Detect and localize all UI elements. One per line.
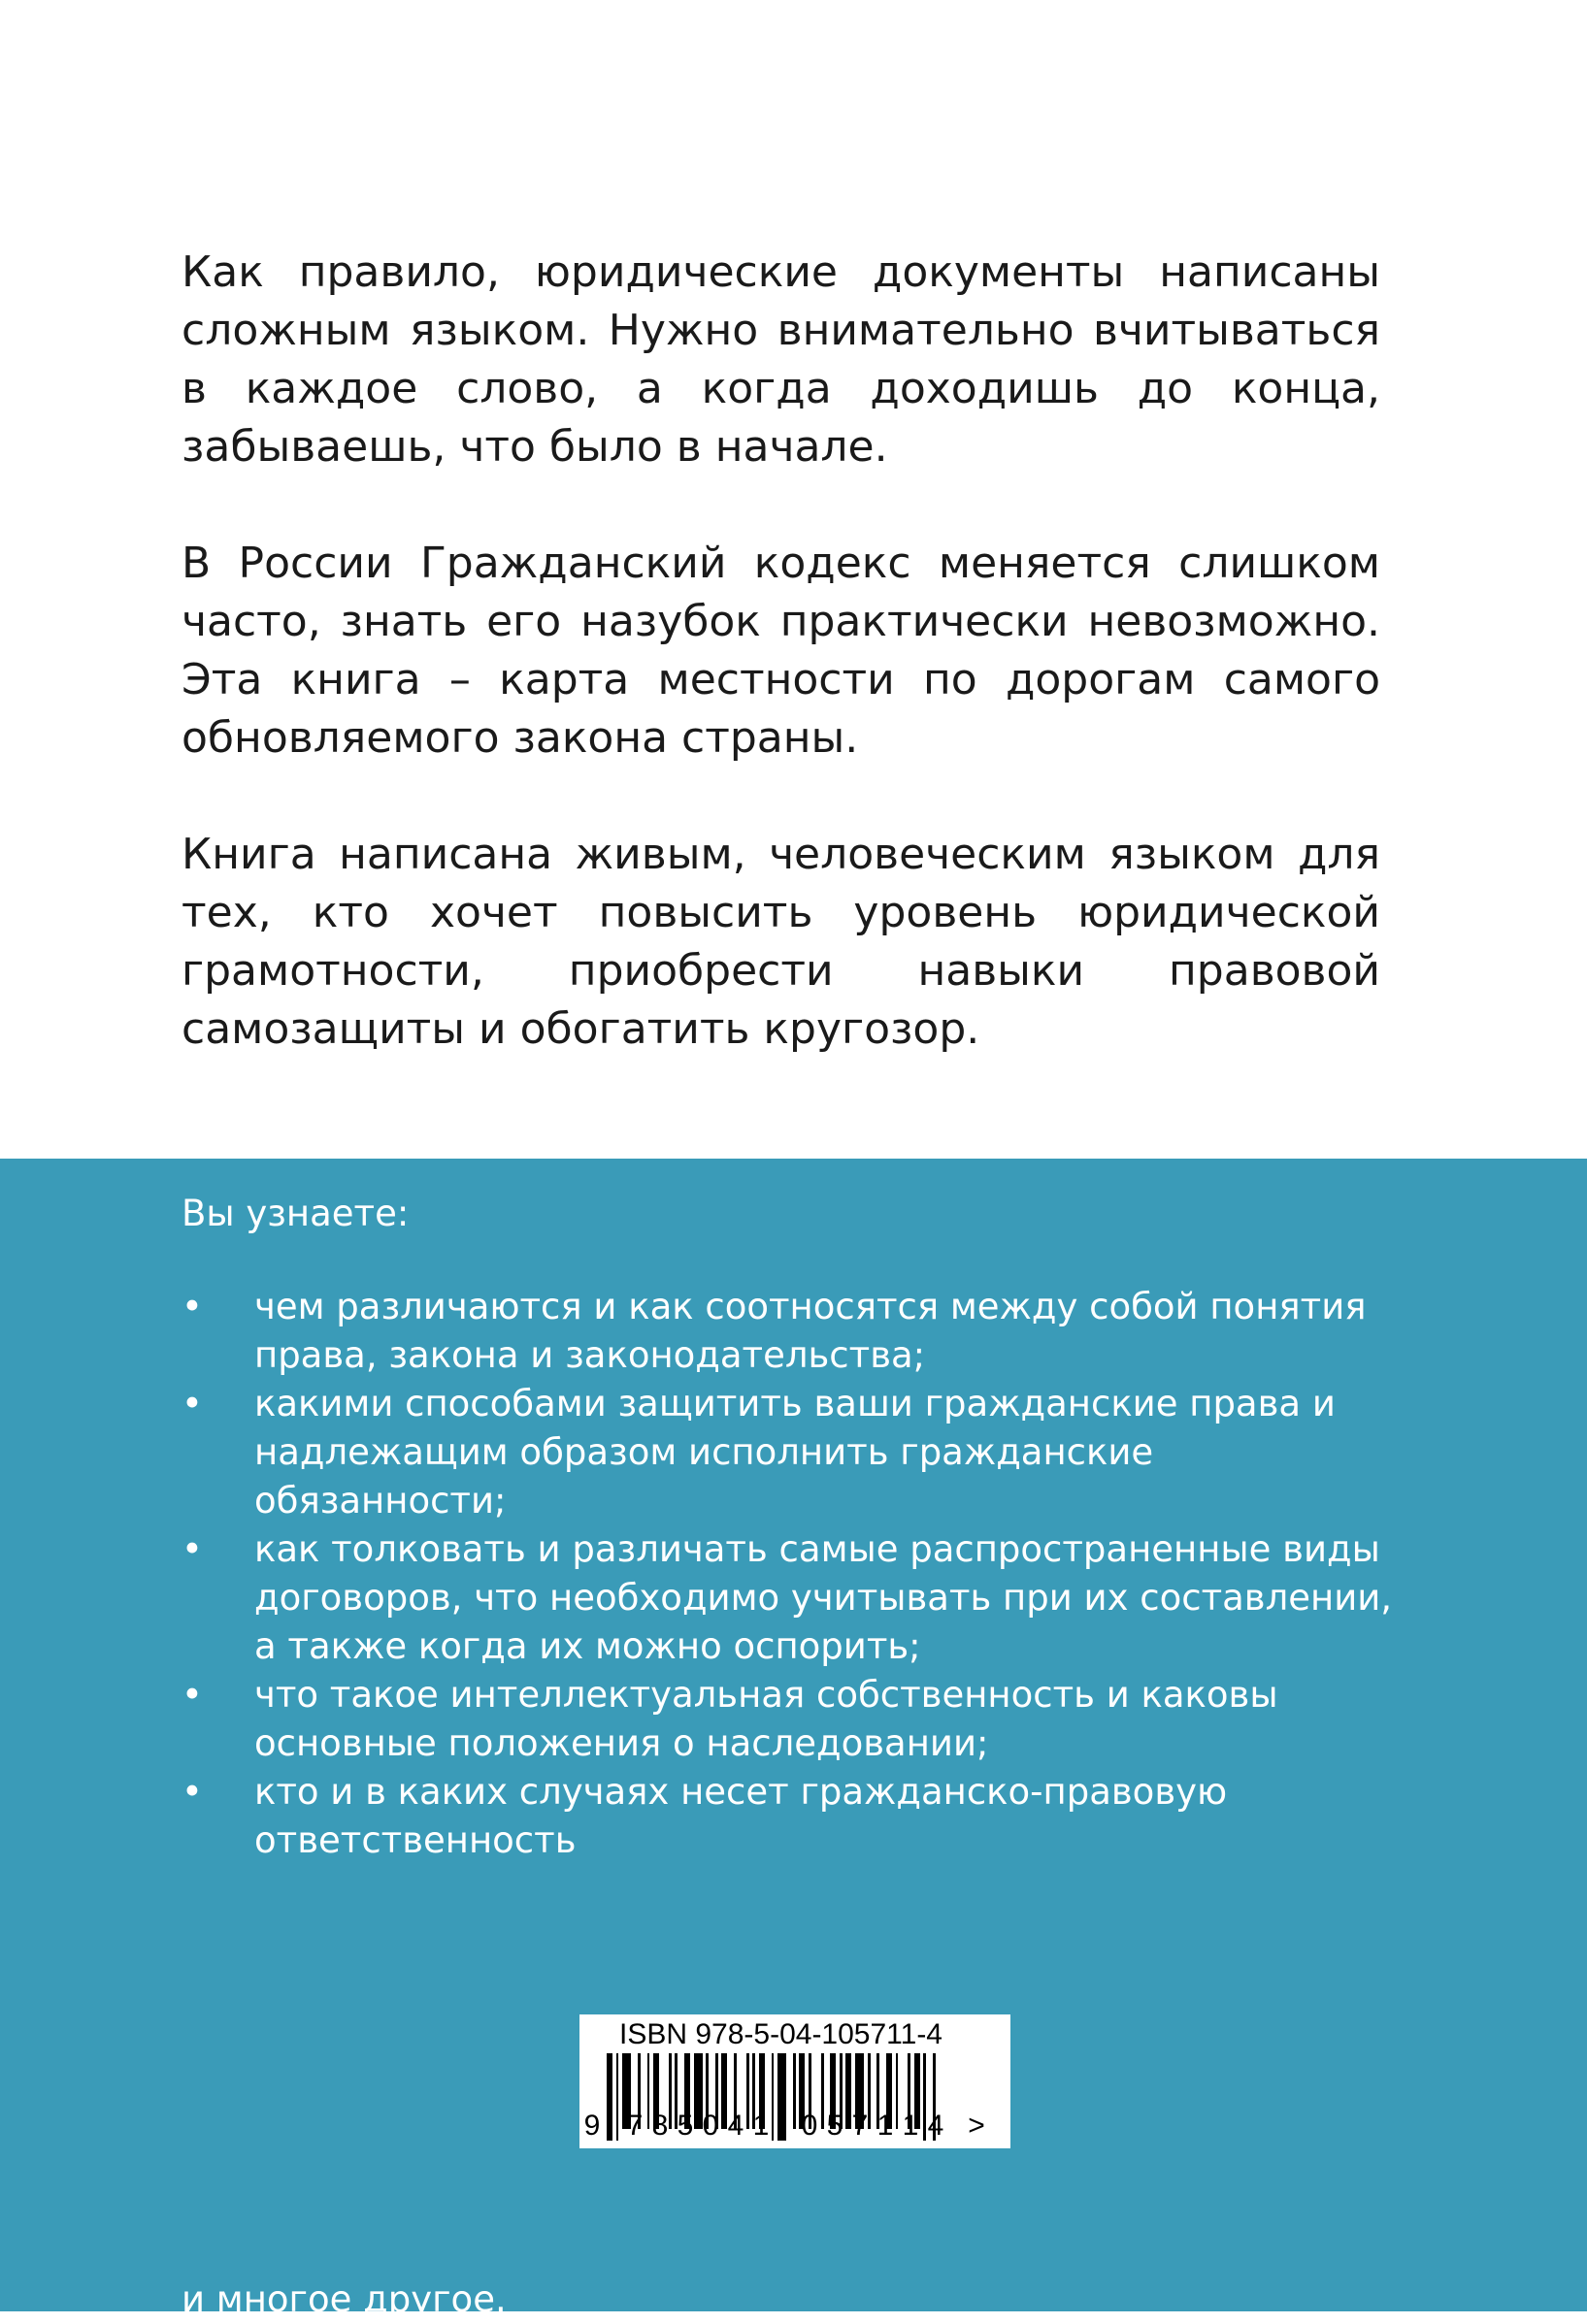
list-item-text: как толковать и различать самые распространенные виды договоров, что необходимо учитывать при их составлении, а также когда их можно оспорить; — [254, 1528, 1393, 1667]
list-item-text: что такое интеллектуальная собственность и каковы основные положения о наследовании; — [254, 1674, 1278, 1764]
bullet-icon: • — [182, 1674, 203, 1716]
isbn-label: ISBN 978-5-04-105711-4 — [619, 2018, 942, 2050]
barcode-digit: 7 — [851, 2110, 869, 2142]
description-paragraph-1: Как правило, юридические документы написаны сложным языком. Нужно внимательно вчитываться в каждое слово, а когда доходишь до конца, забываешь, что было в начале. — [182, 247, 1380, 472]
description-paragraph-2: В России Гражданский кодекс меняется слишком часто, знать его назубок практически невозможно. Эта книга – карта местности по дорогам самого обновляемого закона страны. — [182, 539, 1380, 763]
barcode-digit: 8 — [651, 2110, 669, 2142]
barcode-digit: 1 — [902, 2110, 919, 2142]
description-paragraph-3: Книга написана живым, человеческим языком для тех, кто хочет повысить уровень юридической грамотности, приобрести навыки правовой самозащиты и обогатить кругозор. — [182, 830, 1380, 1054]
bullet-icon: • — [182, 1528, 203, 1570]
barcode-bar — [793, 2053, 796, 2129]
barcode-digit: 7 — [626, 2110, 644, 2142]
learn-outro: и многое другое. — [182, 2278, 507, 2320]
barcode-digit: 5 — [826, 2110, 843, 2142]
list-item — [182, 1671, 1405, 1768]
bullet-icon: • — [182, 1771, 203, 1813]
list-item — [182, 1525, 1405, 1671]
bullet-icon: • — [182, 1286, 203, 1327]
barcode-digit: 4 — [727, 2110, 744, 2142]
list-item — [182, 1768, 1405, 1865]
learn-intro: Вы узнаете: — [182, 1193, 410, 1234]
barcode-digit: 0 — [702, 2110, 719, 2142]
bullet-icon: • — [182, 1383, 203, 1424]
barcode-digit: 0 — [801, 2110, 818, 2142]
isbn-barcode — [579, 2014, 1010, 2148]
barcode-digit: > — [968, 2110, 985, 2142]
barcode-digit: 1 — [752, 2110, 770, 2142]
barcode-bar — [607, 2053, 612, 2141]
learn-list — [182, 1283, 1405, 1865]
list-item-text: какими способами защитить ваши гражданские права и надлежащим образом исполнить гражданские обязанности; — [254, 1383, 1336, 1522]
barcode-bar — [777, 2053, 786, 2141]
list-item-text: чем различаются и как соотносятся между собой понятия права, закона и законодательства; — [254, 1286, 1367, 1376]
description-section — [0, 0, 1587, 1159]
list-item — [182, 1380, 1405, 1525]
barcode-digit: 5 — [677, 2110, 694, 2142]
list-item-text: кто и в каких случаях несет гражданско-правовую ответственность — [254, 1771, 1228, 1861]
barcode-digit: 1 — [876, 2110, 894, 2142]
list-item — [182, 1283, 1405, 1380]
barcode-bar — [616, 2053, 619, 2141]
barcode-digit: 9 — [583, 2110, 601, 2142]
barcode-digit: 4 — [927, 2110, 944, 2142]
